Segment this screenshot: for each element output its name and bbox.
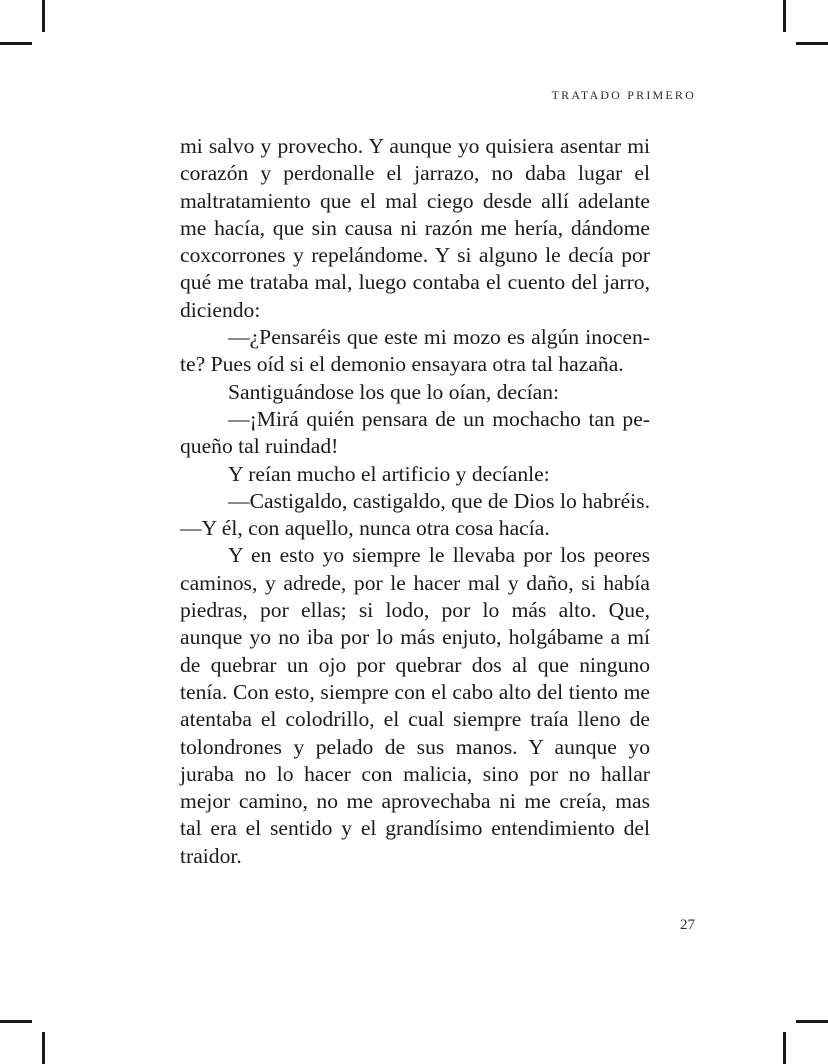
crop-mark-top-left-horizontal [0,42,32,45]
crop-mark-top-left-vertical [42,0,45,32]
page-number: 27 [680,917,695,933]
paragraph: Santiguándose los que lo oían, decían: [228,379,560,404]
paragraph: —¿Pensaréis que este mi mozo es algún inocente? Pues oíd si el demonio ensayara otra tal hazaña. [180,325,650,377]
running-head: TRATADO PRIMERO [551,88,696,102]
crop-mark-bottom-left-horizontal [0,1020,32,1023]
crop-mark-bottom-right-vertical [783,1032,786,1064]
paragraph: Y reían mucho el artificio y decíanle: [228,461,550,486]
crop-mark-bottom-right-horizontal [796,1020,828,1023]
crop-mark-bottom-left-vertical [42,1032,45,1064]
body-text [180,133,650,870]
paragraph: —¡Mirá quién pensara de un mochacho tan pequeño tal ruindad! [180,406,650,459]
paragraph: mi salvo y provecho. Y aunque yo quisiera asentar mi corazón y perdonalle el jarrazo, no daba lugar el maltratamiento que el mal ciego desde allí adelante me hacía, que sin causa ni razón me hería, dándome coxcorrones y repelándome. Y si alguno le decía por qué me trataba mal, luego contaba el cuento del jarro, diciendo: [180,134,650,322]
paragraph: —Castigaldo, castigaldo, que de Dios lo habréis. —Y él, con aquello, nunca otra cosa hacía. [180,488,650,541]
crop-mark-top-right-vertical [783,0,786,32]
paragraph: Y en esto yo siempre le llevaba por los peores caminos, y adrede, por le hacer mal y daño, si había piedras, por ellas; si lodo, por lo más alto. Que, aunque yo no iba por lo más enjuto, holgábame a mí de quebrar un ojo por quebrar dos al que ninguno tenía. Con esto, siempre con el cabo alto del tiento me atentaba el colodrillo, el cual siempre traía lleno de tolondrones y pelado de sus manos. Y aunque yo juraba no lo hacer con malicia, sino por no hallar mejor camino, no me aprovechaba ni me creía, mas tal era el sentido y el grandísimo entendimiento del traidor. [180,543,650,868]
crop-mark-top-right-horizontal [796,42,828,45]
